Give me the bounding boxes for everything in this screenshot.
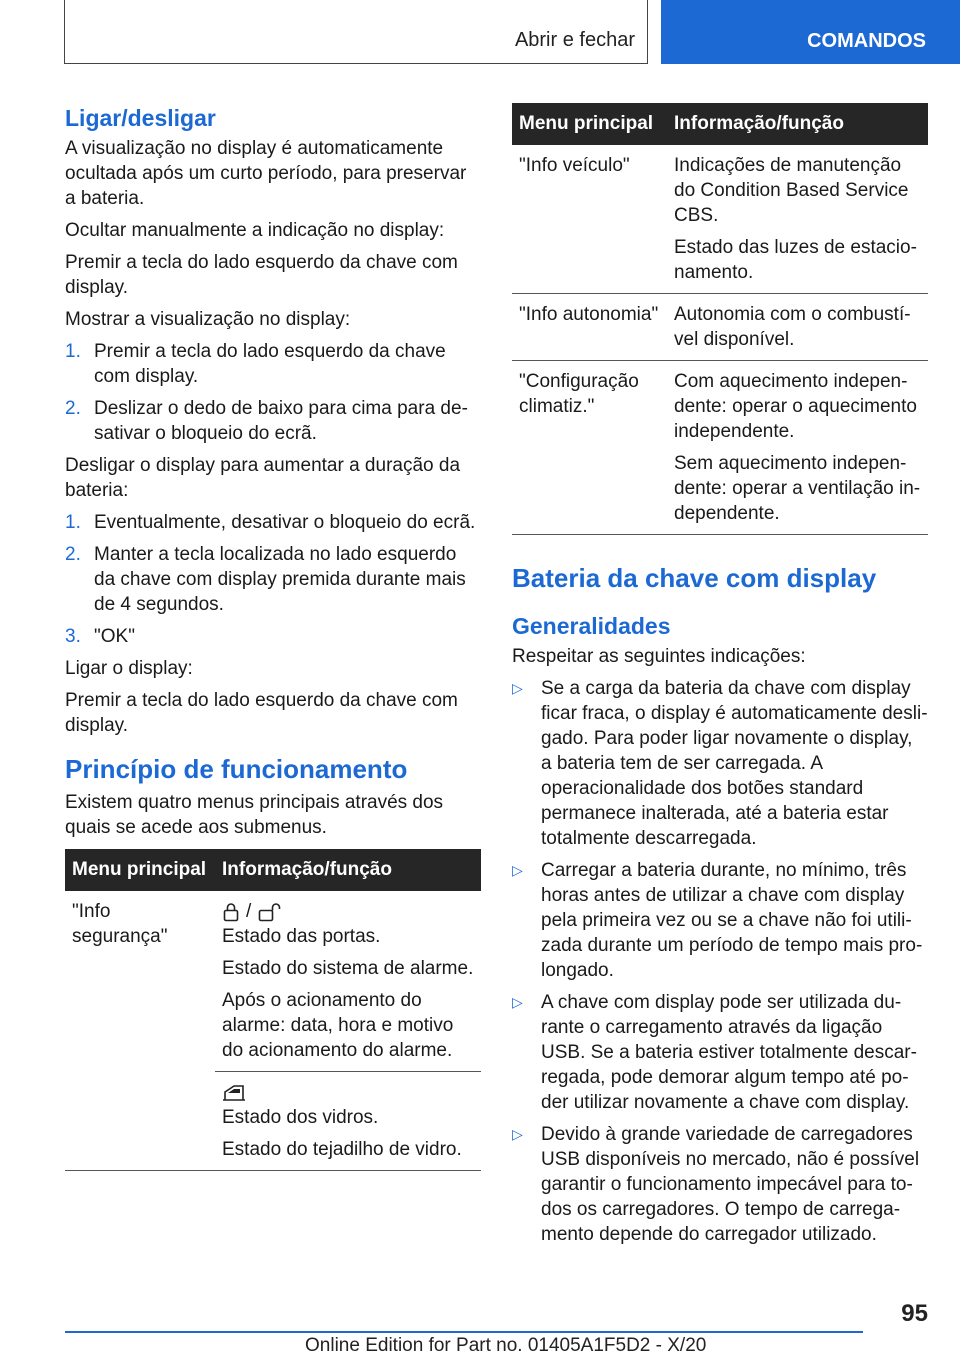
table-header-row: [65, 849, 481, 891]
cell-line: Sem aquecimento independente: operar a ventilação independente.: [674, 453, 921, 524]
triangle-bullet-icon: ▷: [512, 680, 523, 696]
left-column: [65, 103, 481, 1171]
table-row: [65, 1072, 481, 1171]
header-section-title: Abrir e fechar: [514, 29, 635, 51]
triangle-bullet-icon: ▷: [512, 1126, 523, 1142]
list-text: Se a carga da bateria da chave com display ficar fraca, o display é automaticamente desligado. Para poder ligar novamente o display, a bateria tem de ser carregada. A operacionalidade dos botões standard permanece inalterada, até a bateria estar totalmente descarregada.: [541, 678, 928, 849]
table-row: [512, 361, 928, 535]
heading-principio: Princípio de funcionamento: [65, 754, 408, 784]
header-chapter-title: COMANDOS: [807, 30, 926, 52]
table-header-menu: Menu principal: [512, 103, 667, 145]
table-header-row: [512, 103, 928, 145]
list-number: 2.: [65, 544, 81, 565]
table-cell-menu: "Configuração climatiz.": [512, 361, 667, 535]
list-number: 3.: [65, 626, 81, 647]
paragraph: Existem quatro menus principais através dos quais se acede aos submenus.: [65, 792, 444, 838]
cell-line: Com aquecimento independente: operar o aquecimento independente.: [674, 371, 917, 442]
list-text: "OK": [94, 626, 135, 647]
list-item: [512, 1122, 928, 1247]
list-item: [65, 396, 481, 446]
heading-ligar-desligar: Ligar/desligar: [65, 105, 216, 131]
list-item: [65, 624, 481, 649]
footer-divider: [65, 1331, 863, 1333]
bullet-list: [512, 676, 928, 1247]
list-number: 1.: [65, 512, 81, 533]
cell-line: Estado do sistema de alarme.: [222, 958, 474, 979]
list-text: Manter a tecla localizada no lado esquerdo da chave com display premida durante mais de 4 segundos.: [94, 544, 466, 615]
table-cell-menu: "Info segurança": [72, 901, 168, 947]
paragraph: Premir a tecla do lado esquerdo da chave com display.: [65, 690, 458, 736]
right-column: [512, 103, 928, 1254]
footer-edition: Online Edition for Part no. 01405A1F5D2 - X/20: [305, 1335, 707, 1356]
header-section-box: [64, 0, 648, 64]
table-row: [512, 294, 928, 361]
car-window-icon: [222, 1083, 246, 1103]
list-text: Carregar a bateria durante, no mínimo, três horas antes de utilizar a chave com display pela primeira vez ou se a chave não foi utilizada durante um período de tempo mais prolongado.: [541, 860, 923, 981]
list-item: [512, 676, 928, 851]
table-header-info: Informação/função: [215, 849, 481, 891]
list-number: 1.: [65, 341, 81, 362]
table-header-menu: Menu principal: [65, 849, 215, 891]
paragraph: Respeitar as seguintes indicações:: [512, 646, 806, 667]
cell-line: Estado dos vidros.: [222, 1107, 379, 1128]
icon-separator: /: [246, 901, 252, 922]
triangle-bullet-icon: ▷: [512, 994, 523, 1010]
cell-line: Estado das luzes de estacionamento.: [674, 237, 917, 283]
menu-table-right: [512, 103, 928, 535]
list-text: Premir a tecla do lado esquerdo da chave com display.: [94, 341, 446, 387]
cell-line: Estado do tejadilho de vidro.: [222, 1139, 462, 1160]
lock-open-icon: [257, 902, 283, 922]
list-item: [65, 339, 481, 389]
list-item: [512, 858, 928, 983]
icon-line: [222, 1080, 474, 1105]
paragraph: A visualização no display é automaticamente ocultada após um curto período, para preservar a bateria.: [65, 138, 467, 209]
paragraph: Ocultar manualmente a indicação no display:: [65, 220, 445, 241]
heading-bateria: Bateria da chave com display: [512, 563, 877, 593]
lock-closed-icon: [222, 902, 240, 922]
table-row: [65, 891, 481, 1072]
table-cell-menu: "Info veículo": [512, 145, 667, 294]
page-number: 95: [901, 1300, 928, 1327]
cell-line: Indicações de manutenção do Condition Based Service CBS.: [674, 155, 909, 226]
icon-line: [222, 899, 474, 924]
table-header-info: Informação/função: [667, 103, 928, 145]
cell-line: Estado das portas.: [222, 926, 381, 947]
cell-line: Autonomia com o combustível disponível.: [674, 304, 911, 350]
cell-line: Após o acionamento do alarme: data, hora e motivo do acionamento do alarme.: [222, 990, 454, 1061]
menu-table-left: [65, 849, 481, 1171]
paragraph: Ligar o display:: [65, 658, 193, 679]
table-cell-menu-empty: [65, 1072, 215, 1171]
list-text: Eventualmente, desativar o bloqueio do ecrã.: [94, 512, 476, 533]
list-item: [65, 510, 481, 535]
table-row: [512, 145, 928, 294]
numbered-list-show: [65, 339, 481, 446]
numbered-list-off: [65, 510, 481, 649]
triangle-bullet-icon: ▷: [512, 862, 523, 878]
paragraph: Desligar o display para aumentar a duração da bateria:: [65, 455, 461, 501]
list-item: [512, 990, 928, 1115]
table-cell-info: [667, 145, 928, 294]
list-text: A chave com display pode ser utilizada durante o carregamento através da ligação USB. Se a bateria estiver totalmente descarregada, pode demorar algum tempo até poder utilizar novamente a chave com display.: [541, 992, 917, 1113]
list-text: Deslizar o dedo de baixo para cima para desativar o bloqueio do ecrã.: [94, 398, 468, 444]
list-number: 2.: [65, 398, 81, 419]
list-item: [65, 542, 481, 617]
list-text: Devido à grande variedade de carregadores USB disponíveis no mercado, não é possível garantir o funcionamento impecável para todos os carregadores. O tempo de carregamento depende do carregador utilizado.: [541, 1124, 920, 1245]
header-chapter-tab: [661, 0, 960, 64]
table-cell-info: [215, 891, 481, 1072]
paragraph: Premir a tecla do lado esquerdo da chave com display.: [65, 252, 458, 298]
table-cell-info: [667, 294, 928, 361]
table-cell-info: [215, 1072, 481, 1171]
table-cell-info: [667, 361, 928, 535]
paragraph: Mostrar a visualização no display:: [65, 309, 351, 330]
heading-generalidades: Generalidades: [512, 613, 671, 639]
table-cell-menu: "Info autonomia": [512, 294, 667, 361]
